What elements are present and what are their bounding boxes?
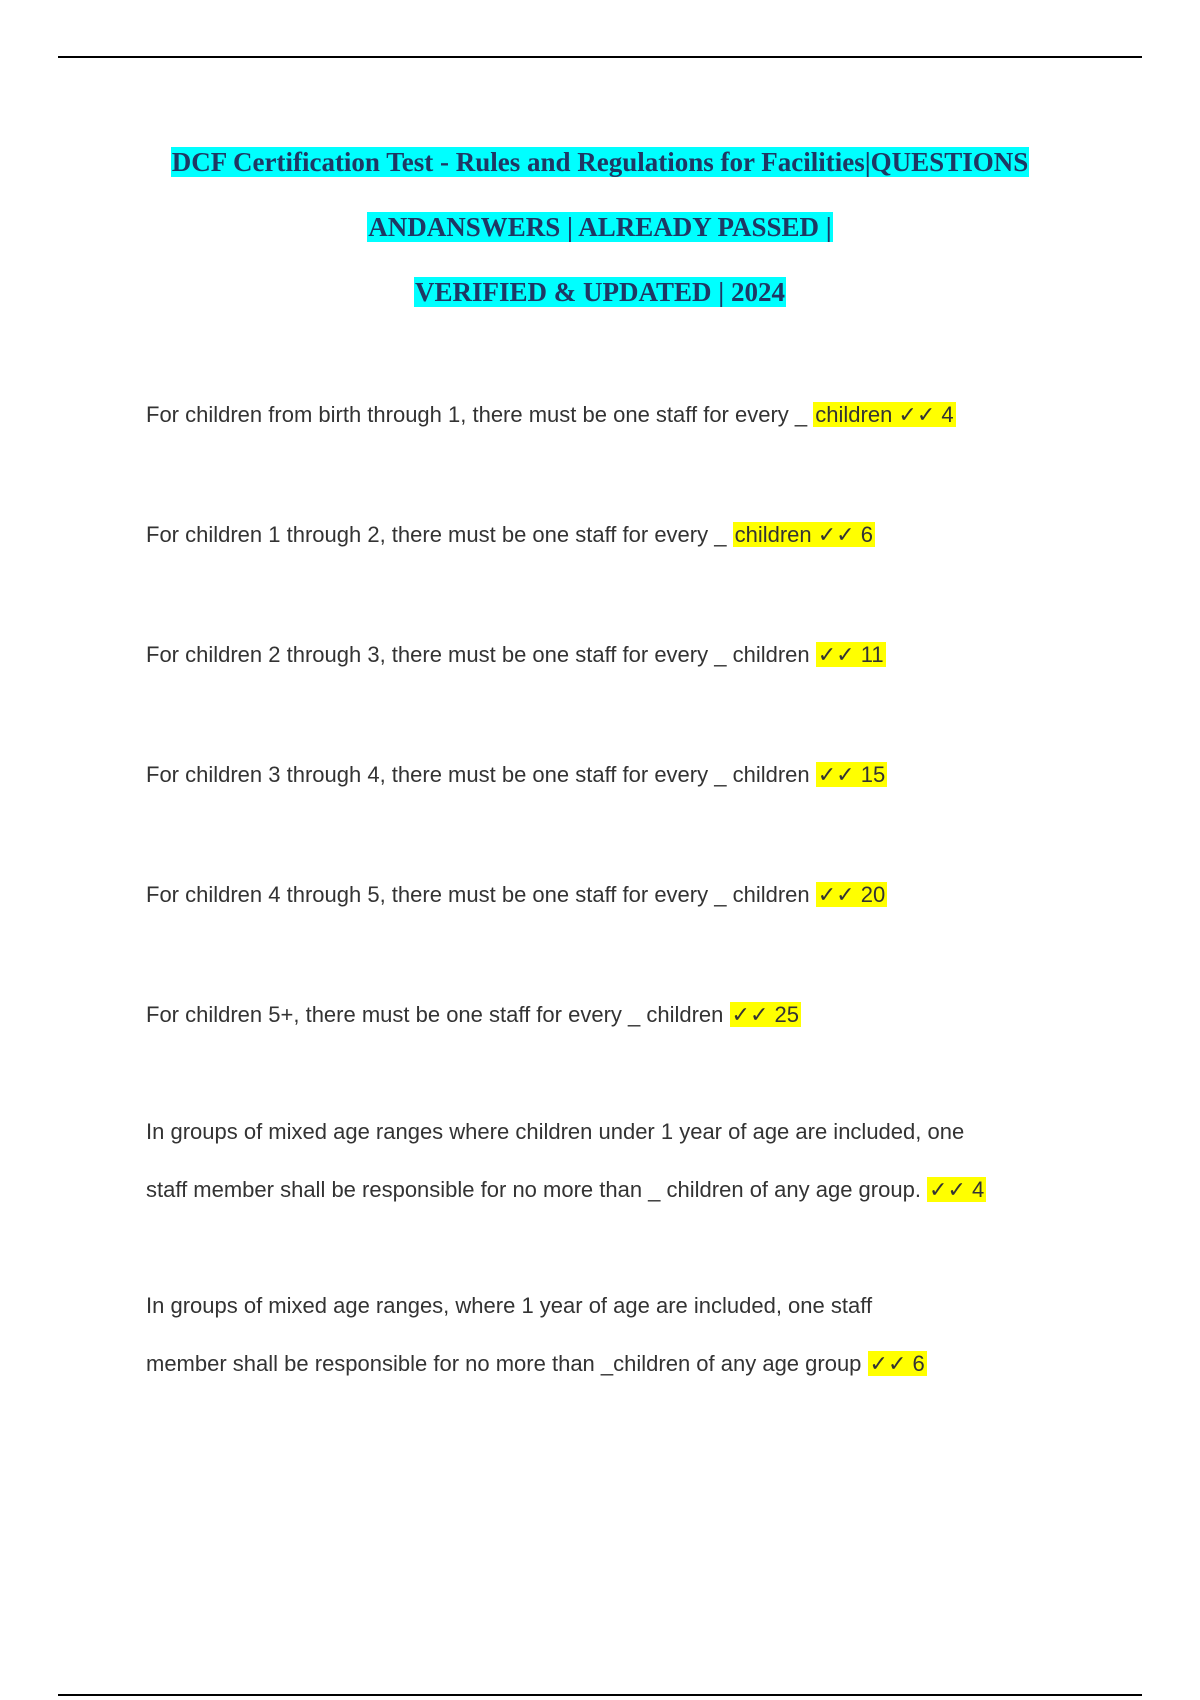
question-text: In groups of mixed age ranges, where 1 year of age are included, one staff xyxy=(146,1293,873,1318)
bottom-rule xyxy=(58,1694,1142,1696)
question-text: For children 3 through 4, there must be one staff for every _ children xyxy=(146,762,816,787)
qa-item-2-line-1 xyxy=(146,506,875,564)
question-text: For children 1 through 2, there must be one staff for every _ xyxy=(146,522,733,547)
title-line-2 xyxy=(58,205,1142,249)
qa-item-5-line-1 xyxy=(146,866,887,924)
qa-item-2 xyxy=(146,506,875,564)
qa-item-1-line-1 xyxy=(146,386,956,444)
qa-item-6 xyxy=(146,986,801,1044)
question-text: staff member shall be responsible for no more than _ children of any age group. xyxy=(146,1177,928,1202)
qa-item-8 xyxy=(146,1277,927,1393)
qa-item-8-line-2 xyxy=(146,1335,927,1393)
question-text: member shall be responsible for no more than _children of any age group xyxy=(146,1351,868,1376)
qa-item-7-line-2 xyxy=(146,1161,986,1219)
qa-item-1 xyxy=(146,386,956,444)
qa-item-4 xyxy=(146,746,887,804)
qa-item-4-line-1 xyxy=(146,746,887,804)
question-text: For children from birth through 1, there must be one staff for every _ xyxy=(146,402,814,427)
answer-highlight: children ✓✓ 6 xyxy=(734,522,873,547)
answer-highlight: ✓✓ 20 xyxy=(817,882,886,907)
title-line-3-text: VERIFIED & UPDATED | 2024 xyxy=(415,277,785,307)
qa-item-5 xyxy=(146,866,887,924)
qa-item-3 xyxy=(146,626,886,684)
qa-item-6-line-1 xyxy=(146,986,801,1044)
top-rule xyxy=(58,56,1142,58)
qa-item-7-line-1 xyxy=(146,1103,986,1161)
document-title xyxy=(58,140,1142,335)
answer-highlight: children ✓✓ 4 xyxy=(815,402,954,427)
answer-highlight: ✓✓ 25 xyxy=(731,1002,799,1027)
question-text: For children 2 through 3, there must be one staff for every _ children xyxy=(146,642,816,667)
title-line-1 xyxy=(58,140,1142,184)
qa-item-7 xyxy=(146,1103,986,1219)
title-line-3 xyxy=(58,270,1142,314)
question-text: For children 5+, there must be one staff for every _ children xyxy=(146,1002,730,1027)
title-line-1-text: DCF Certification Test - Rules and Regulations for Facilities|QUESTIONS xyxy=(171,147,1029,177)
question-text: In groups of mixed age ranges where children under 1 year of age are included, one xyxy=(146,1119,965,1144)
question-text: For children 4 through 5, there must be one staff for every _ children xyxy=(146,882,816,907)
title-line-2-text: ANDANSWERS | ALREADY PASSED | xyxy=(368,212,832,242)
qa-item-8-line-1 xyxy=(146,1277,927,1335)
answer-highlight: ✓✓ 11 xyxy=(817,642,884,667)
answer-highlight: ✓✓ 6 xyxy=(869,1351,925,1376)
answer-highlight: ✓✓ 4 xyxy=(929,1177,985,1202)
qa-item-3-line-1 xyxy=(146,626,886,684)
answer-highlight: ✓✓ 15 xyxy=(817,762,886,787)
